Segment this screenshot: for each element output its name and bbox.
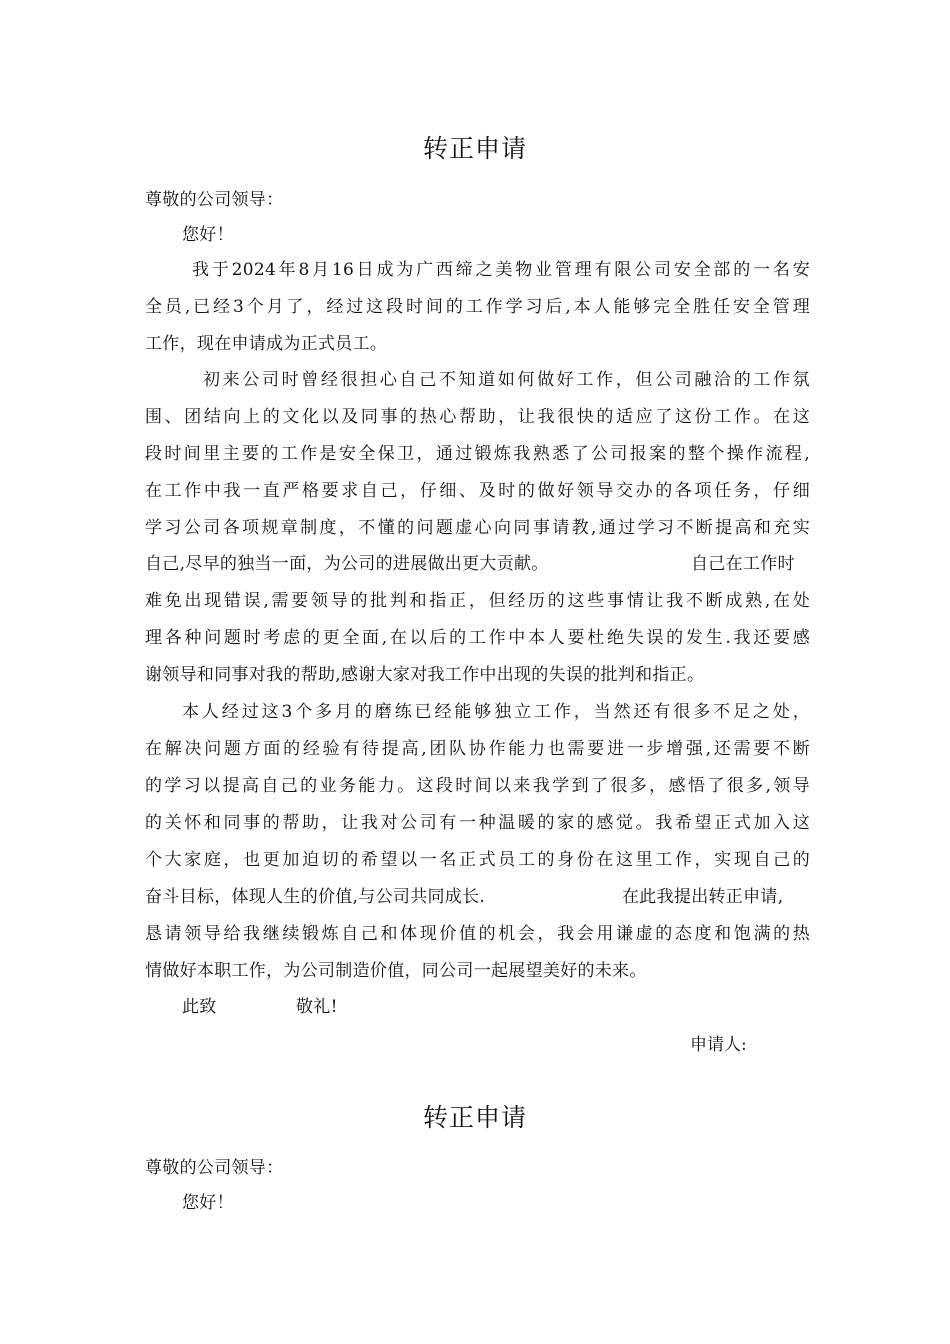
body-line: 工作，现在申请成为正式员工。 bbox=[145, 334, 388, 354]
closing-left: 此致 bbox=[182, 997, 217, 1017]
body-line: 围、团结向上的文化以及同事的热心帮助，让我很快的适应了这份工作。在这 bbox=[145, 407, 810, 427]
document-title-2: 转正申请 bbox=[422, 1103, 527, 1132]
body-line: 自己,尽早的独当一面，为公司的进展做出更大贡献。 bbox=[145, 554, 549, 574]
body-line: 我于2024年8月16日成为广西缔之美物业管理有限公司安全部的一名安 bbox=[192, 260, 810, 280]
body-line: 的学习以提高自己的业务能力。这段时间以来我学到了很多，感悟了很多,领导 bbox=[145, 776, 810, 796]
document-title: 转正申请 bbox=[422, 134, 527, 163]
body-line: 在工作中我一直严格要求自己，仔细、及时的做好领导交办的各项任务，仔细 bbox=[145, 481, 810, 501]
body-line: 在解决问题方面的经验有待提高,团队协作能力也需要进一步增强,还需要不断 bbox=[145, 739, 810, 759]
body-line: 难免出现错误,需要领导的批判和指正，但经历的这些事情让我不断成熟,在处 bbox=[145, 591, 810, 611]
body-line: 自己在工作时 bbox=[691, 554, 795, 574]
body-line: 个大家庭，也更加迫切的希望以一名正式员工的身份在这里工作，实现自己的 bbox=[145, 850, 810, 870]
body-line: 恳请领导给我继续锻炼自己和体现价值的机会，我会用谦虚的态度和饱满的热 bbox=[145, 924, 810, 944]
salutation-2: 尊敬的公司领导： bbox=[145, 1158, 284, 1178]
body-line: 段时间里主要的工作是安全保卫，通过锻炼我熟悉了公司报案的整个操作流程, bbox=[145, 444, 810, 464]
body-line: 本人经过这3个多月的磨练已经能够独立工作，当然还有很多不足之处， bbox=[182, 702, 810, 722]
body-line: 在此我提出转正申请, bbox=[622, 887, 784, 907]
salutation: 尊敬的公司领导： bbox=[145, 190, 284, 210]
body-line: 的关怀和同事的帮助，让我对公司有一种温暖的家的感觉。我希望正式加入这 bbox=[145, 813, 810, 833]
body-line: 全员,已经3个月了，经过这段时间的工作学习后,本人能够完全胜任安全管理 bbox=[145, 297, 810, 317]
body-line: 理各种问题时考虑的更全面,在以后的工作中本人要杜绝失误的发生.我还要感 bbox=[145, 628, 810, 648]
closing-right: 敬礼! bbox=[296, 997, 338, 1017]
body-line: 学习公司各项规章制度，不懂的问题虚心向同事请教,通过学习不断提高和充实 bbox=[145, 518, 810, 538]
greeting-2: 您好！ bbox=[182, 1193, 234, 1213]
body-line: 谢领导和同事对我的帮助,感谢大家对我工作中出现的失误的批判和指正。 bbox=[145, 665, 705, 685]
body-line: 奋斗目标，体现人生的价值,与公司共同成长. bbox=[145, 887, 486, 907]
signature-label: 申请人: bbox=[690, 1035, 747, 1055]
greeting: 您好！ bbox=[182, 225, 234, 245]
body-line: 情做好本职工作，为公司制造价值，同公司一起展望美好的未来。 bbox=[145, 961, 647, 981]
body-line: 初来公司时曾经很担心自己不知道如何做好工作，但公司融洽的工作氛 bbox=[203, 370, 810, 390]
